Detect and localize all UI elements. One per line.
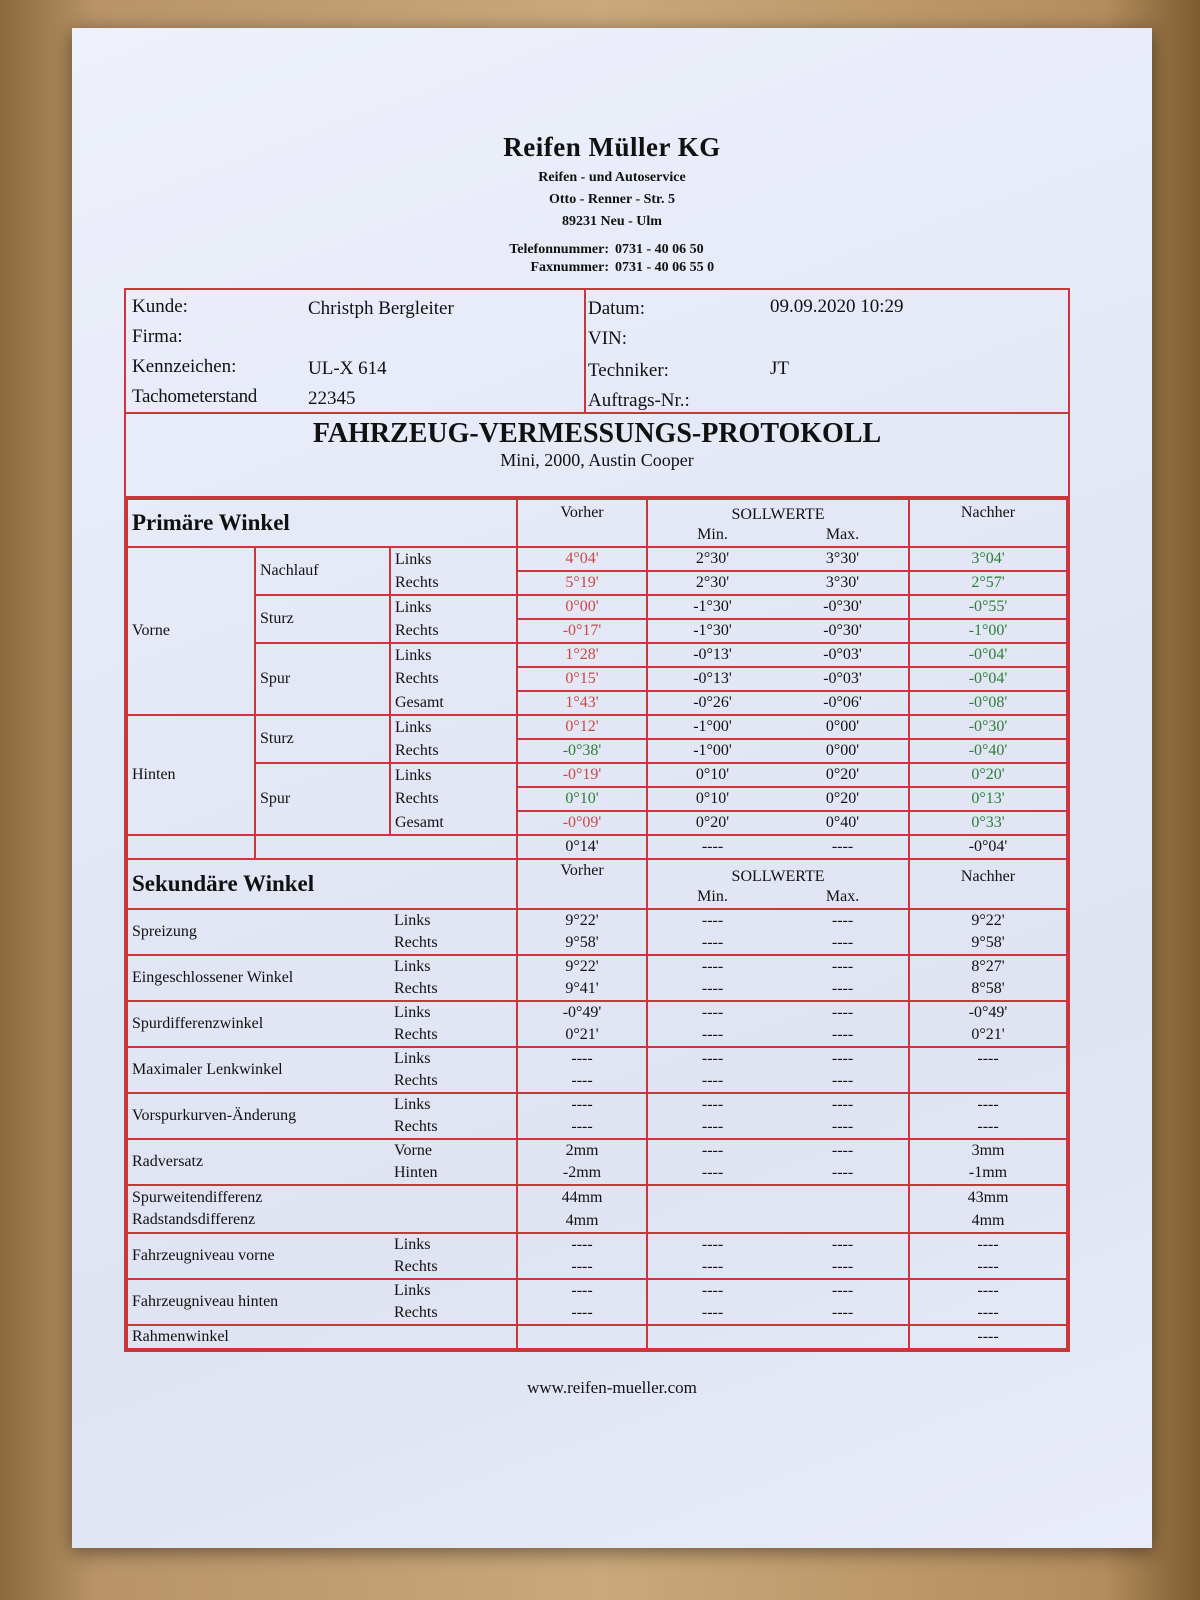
vorspurkurven-label: Vorspurkurven-Änderung xyxy=(127,1093,390,1139)
table-row: Rahmenwinkel ---- xyxy=(127,1325,1067,1349)
table-row: Spurweitendifferenz Radstandsdifferenz 44mm 4mm 43mm 4mm xyxy=(127,1185,1067,1233)
protocol-title-area xyxy=(126,418,1068,498)
spurweite-label: Spurweitendifferenz xyxy=(132,1189,263,1206)
secondary-header-row xyxy=(127,859,1067,886)
tacho-value: 22345 xyxy=(308,388,356,409)
sturz-vorne-label: Sturz xyxy=(255,595,390,643)
table-row: Maximaler Lenkwinkel Links ---- ---- ---- ---- xyxy=(127,1047,1067,1070)
niveau-vorne-label: Fahrzeugniveau vorne xyxy=(127,1233,390,1279)
vorher-header: Vorher xyxy=(517,499,647,547)
primary-title: Primäre Winkel xyxy=(127,499,517,547)
nachher-header: Nachher xyxy=(909,499,1067,547)
fax-number: 0731 - 40 06 55 0 xyxy=(615,260,715,275)
vehicle-description: Mini, 2000, Austin Cooper xyxy=(500,450,694,470)
datum-label: Datum: xyxy=(588,298,645,319)
sec-nachher-header: Nachher xyxy=(909,859,1067,909)
protocol-sheet xyxy=(72,28,1152,1548)
table-row: Fahrzeugniveau vorne Links ---- ---- ---- ---- xyxy=(127,1233,1067,1256)
table-row: Vorspurkurven-Änderung Links ---- ---- ---- ---- xyxy=(127,1093,1067,1116)
company-header xyxy=(72,132,1152,277)
vorne-label: Vorne xyxy=(127,547,255,715)
sec-sollwerte-header: SOLLWERTE xyxy=(647,859,909,886)
table-row: Rechts -0°38' -1°00' 0°00' -0°40' xyxy=(127,739,1067,763)
table-row: 0°14' ---- ---- -0°04' xyxy=(127,835,1067,859)
table-row: Sturz Links 0°00' -1°30' -0°30' -0°55' xyxy=(127,595,1067,619)
spurdifferenz-label: Spurdifferenzwinkel xyxy=(127,1001,390,1047)
techniker-value: JT xyxy=(770,358,789,379)
sollwerte-header: SOLLWERTE xyxy=(647,499,909,524)
fahrachswinkel-label xyxy=(255,835,517,859)
kunde-value: Christph Bergleiter xyxy=(308,298,454,319)
radstand-label: Radstandsdifferenz xyxy=(132,1211,256,1228)
table-row: Rechts ---- ---- ---- xyxy=(127,1070,1067,1093)
table-row: Vorne Nachlauf Links 4°04' 2°30' 3°30' 3°04' xyxy=(127,547,1067,571)
table-row: Gesamt 1°43' -0°26' -0°06' -0°08' xyxy=(127,691,1067,715)
table-row: Spreizung Links 9°22' ---- ---- 9°22' xyxy=(127,909,1067,932)
table-row: Rechts 0°10' 0°10' 0°20' 0°13' xyxy=(127,787,1067,811)
company-city: 89231 Neu - Ulm xyxy=(562,214,662,229)
min-header: Min. xyxy=(647,524,777,547)
protocol-frame xyxy=(124,288,1070,1352)
secondary-title: Sekundäre Winkel xyxy=(127,859,517,909)
table-row: Fahrzeugniveau hinten Links ---- ---- ---- ---- xyxy=(127,1279,1067,1302)
vin-label: VIN: xyxy=(588,328,628,349)
auftrag-label: Auftrags-Nr.: xyxy=(588,390,690,411)
sec-min-header: Min. xyxy=(647,886,777,909)
protocol-title: FAHRZEUG-VERMESSUNGS-PROTOKOLL xyxy=(312,418,882,449)
niveau-hinten-label: Fahrzeugniveau hinten xyxy=(127,1279,390,1325)
table-row: Rechts 0°21' ---- ---- 0°21' xyxy=(127,1024,1067,1047)
company-name: Reifen Müller KG xyxy=(503,132,721,162)
kunde-label: Kunde: xyxy=(132,296,188,317)
table-row: Spurdifferenzwinkel Links -0°49' ---- ---- -0°49' xyxy=(127,1001,1067,1024)
sec-max-header: Max. xyxy=(777,886,909,909)
max-header: Max. xyxy=(777,524,909,547)
fax-label: Faxnummer: xyxy=(530,260,609,275)
spur-vorne-label: Spur xyxy=(255,643,390,715)
radversatz-label: Radversatz xyxy=(127,1139,390,1185)
spreizung-label: Spreizung xyxy=(127,909,390,955)
customer-info xyxy=(126,290,1068,414)
table-row: Hinten Sturz Links 0°12' -1°00' 0°00' -0°30' xyxy=(127,715,1067,739)
rahmenwinkel-label: Rahmenwinkel xyxy=(127,1325,517,1349)
table-row: Rechts ---- ---- ---- ---- xyxy=(127,1116,1067,1139)
company-tagline: Reifen - und Autoservice xyxy=(538,170,686,185)
company-contact xyxy=(72,241,1152,277)
datum-value: 09.09.2020 10:29 xyxy=(770,296,904,317)
table-row: Rechts 9°58' ---- ---- 9°58' xyxy=(127,932,1067,955)
spurweite-radstand-label xyxy=(127,1185,517,1233)
phone-number: 0731 - 40 06 50 xyxy=(615,242,704,257)
nachlauf-label: Nachlauf xyxy=(255,547,390,595)
kennzeichen-value: UL-X 614 xyxy=(308,358,387,379)
eingeschlossen-label: Eingeschlossener Winkel xyxy=(127,955,390,1001)
table-row: Spur Links 1°28' -0°13' -0°03' -0°04' xyxy=(127,643,1067,667)
sec-vorher-header: Vorher xyxy=(517,859,647,909)
table-row: Spur Links -0°19' 0°10' 0°20' 0°20' xyxy=(127,763,1067,787)
primary-angles-table xyxy=(126,498,1068,860)
lenkwinkel-label: Maximaler Lenkwinkel xyxy=(127,1047,390,1093)
table-row: Rechts ---- ---- ---- ---- xyxy=(127,1302,1067,1325)
company-street: Otto - Renner - Str. 5 xyxy=(549,192,675,207)
secondary-angles-table xyxy=(126,858,1068,1350)
table-row: Eingeschlossener Winkel Links 9°22' ---- ---- 8°27' xyxy=(127,955,1067,978)
table-row: Radversatz Vorne 2mm ---- ---- 3mm xyxy=(127,1139,1067,1162)
kennzeichen-label: Kennzeichen: xyxy=(132,356,237,377)
firma-label: Firma: xyxy=(132,326,183,347)
table-row: Rechts 9°41' ---- ---- 8°58' xyxy=(127,978,1067,1001)
table-row: Rechts -0°17' -1°30' -0°30' -1°00' xyxy=(127,619,1067,643)
table-row: Gesamt -0°09' 0°20' 0°40' 0°33' xyxy=(127,811,1067,835)
primary-header-row xyxy=(127,499,1067,524)
hinten-label: Hinten xyxy=(127,715,255,835)
tacho-label: Tachometerstand xyxy=(132,386,258,407)
sturz-hinten-label: Sturz xyxy=(255,715,390,763)
phone-label: Telefonnummer: xyxy=(509,242,609,257)
table-row: Rechts 5°19' 2°30' 3°30' 2°57' xyxy=(127,571,1067,595)
spur-hinten-label: Spur xyxy=(255,763,390,835)
website-footer: www.reifen-mueller.com xyxy=(527,1378,697,1397)
table-row: Rechts 0°15' -0°13' -0°03' -0°04' xyxy=(127,667,1067,691)
table-row: Hinten -2mm ---- ---- -1mm xyxy=(127,1162,1067,1185)
techniker-label: Techniker: xyxy=(588,360,669,381)
table-row: Rechts ---- ---- ---- ---- xyxy=(127,1256,1067,1279)
